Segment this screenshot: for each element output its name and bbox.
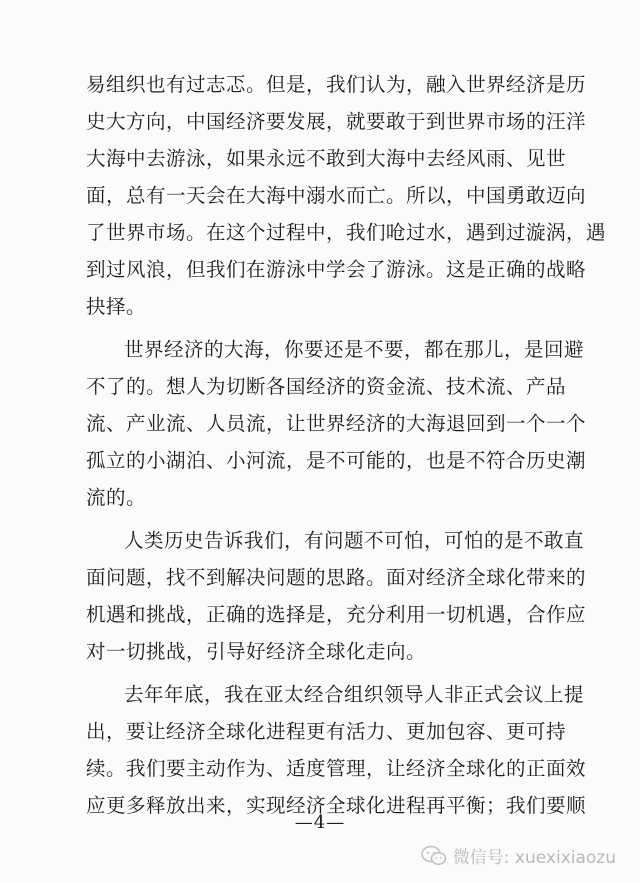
text-line: 不了的。想人为切断各国经济的资金流、技术流、产品	[86, 375, 567, 398]
paragraph	[86, 331, 587, 516]
text-line: 大海中去游泳，如果永远不敢到大海中去经风雨、见世	[86, 147, 567, 170]
text-line: 史大方向，中国经济要发展，就要敢于到世界市场的汪洋	[86, 110, 587, 133]
wechat-icon	[421, 845, 447, 867]
paragraph	[86, 66, 607, 325]
text-line: 去年年底，我在亚太经合组织领导人非正式会议上提	[124, 683, 585, 706]
text-line: 人类历史告诉我们，有问题不可怕，可怕的是不敢直	[124, 529, 585, 552]
text-line: 对一切挑战，引导好经济全球化走向。	[86, 640, 427, 663]
text-line: 出，要让经济全球化进程更有活力、更加包容、更可持	[86, 720, 567, 743]
text-line: 到过风浪，但我们在游泳中学会了游泳。这是正确的战略	[86, 258, 587, 281]
text-line: 流的。	[86, 486, 147, 509]
paragraph	[86, 522, 587, 670]
text-line: 了世界市场。在这个过程中，我们呛过水，遇到过漩涡，遇	[86, 221, 607, 244]
text-line: 世界经济的大海，你要还是不要，都在那儿，是回避	[124, 338, 585, 361]
text-line: 续。我们要主动作为、适度管理，让经济全球化的正面效	[86, 757, 587, 780]
text-line: 抉择。	[86, 295, 147, 318]
text-line: 面，总有一天会在大海中溺水而亡。所以，中国勇敢迈向	[86, 184, 587, 207]
text-line: 应更多释放出来，实现经济全球化进程再平衡；我们要顺	[86, 794, 587, 817]
text-line: 面问题，找不到解决问题的思路。面对经济全球化带来的	[86, 566, 587, 589]
text-line: 易组织也有过志忑。但是，我们认为，融入世界经济是历	[86, 73, 587, 96]
watermark-text: 微信号: xuexixiaozu	[452, 848, 616, 868]
text-line: 孤立的小湖泊、小河流，是不可能的，也是不符合历史潮	[86, 449, 587, 472]
paragraph	[86, 676, 587, 824]
text-line: 流、产业流、人员流，让世界经济的大海退回到一个一个	[86, 412, 587, 435]
wechat-watermark	[421, 843, 616, 868]
body-text	[86, 66, 607, 824]
page-number: —4—	[294, 812, 346, 833]
text-line: 机遇和挑战，正确的选择是，充分利用一切机遇，合作应	[86, 603, 587, 626]
